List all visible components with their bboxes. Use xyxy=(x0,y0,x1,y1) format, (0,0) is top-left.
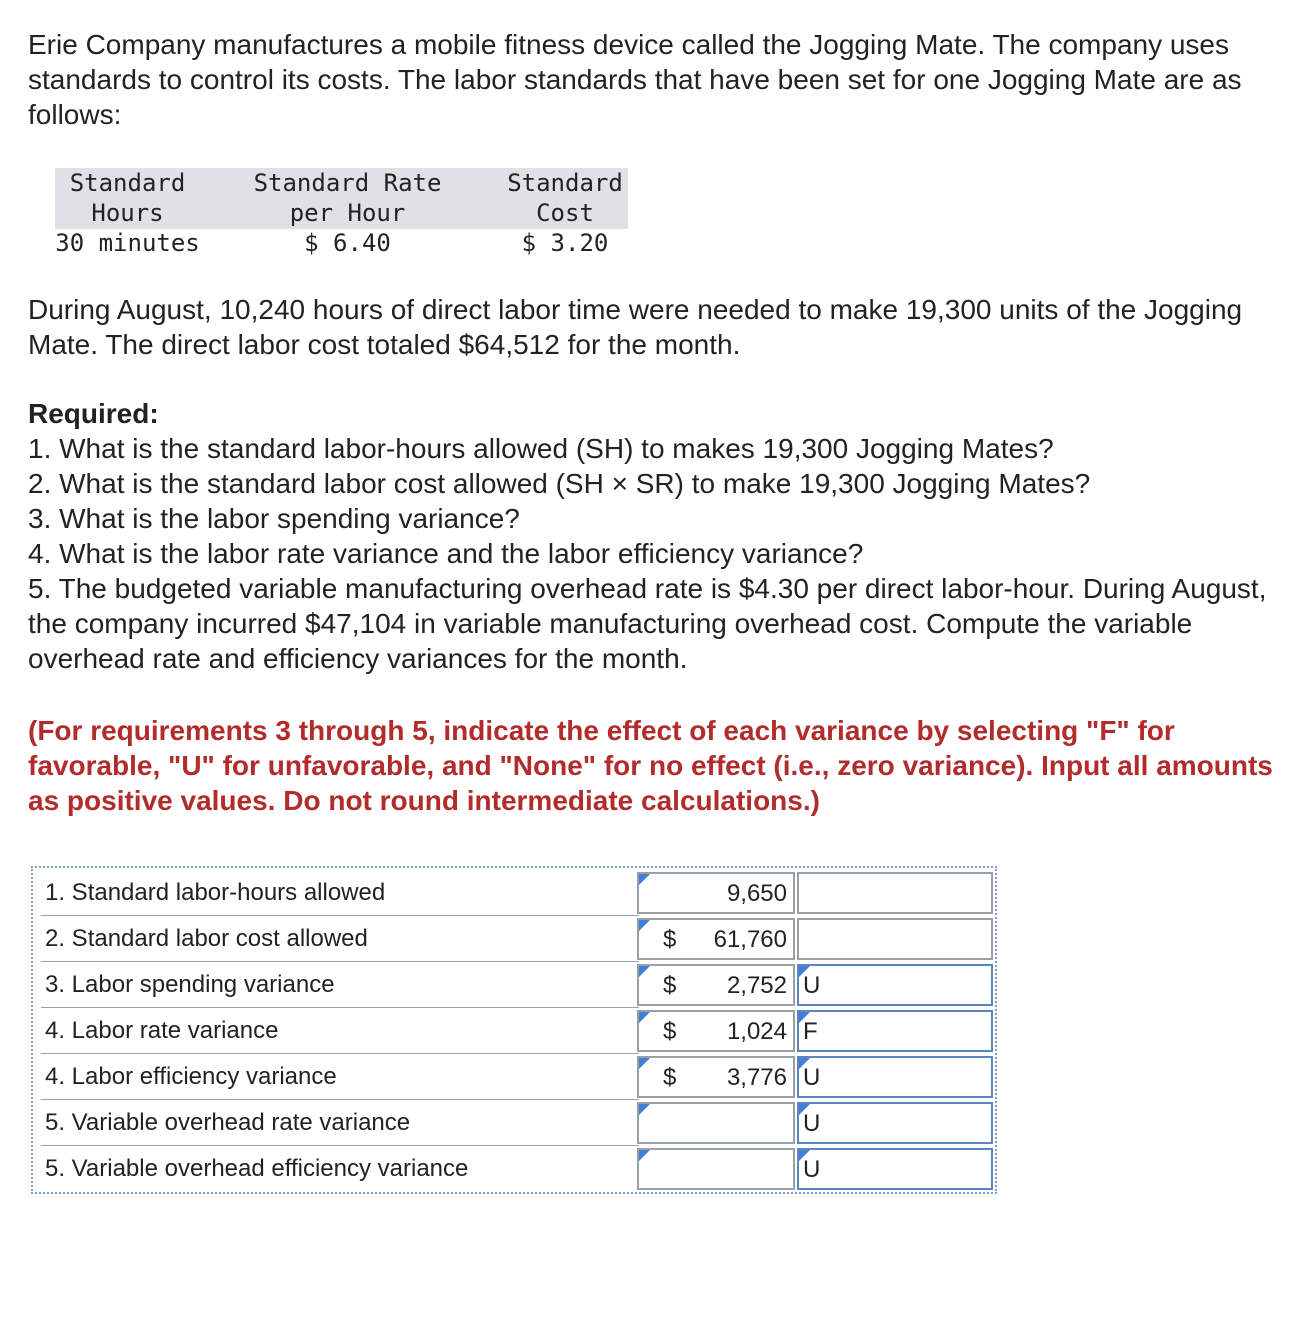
amount-value: 1,024 xyxy=(726,1018,787,1045)
amount-value: 61,760 xyxy=(713,926,787,953)
standard-cost-header-1: Standard xyxy=(507,169,623,197)
cell-marker-icon xyxy=(639,1058,650,1069)
answer-row xyxy=(33,1100,995,1146)
standard-hours-column xyxy=(40,168,215,258)
amount-input[interactable] xyxy=(637,1056,795,1098)
standard-rate-header-2: per Hour xyxy=(289,199,406,227)
standard-hours-value: 30 minutes xyxy=(55,229,200,257)
effect-select[interactable] xyxy=(797,1010,993,1052)
required-title: Required: xyxy=(28,398,159,429)
effect-value: F xyxy=(803,1018,818,1045)
answer-row xyxy=(33,870,995,916)
effect-select[interactable] xyxy=(797,918,993,960)
required-item-1: 1. What is the standard labor-hours allowed (SH) to makes 19,300 Jogging Mates? xyxy=(28,433,1054,464)
answer-label: 4. Labor efficiency variance xyxy=(41,1054,639,1100)
effect-value: U xyxy=(803,1110,821,1137)
standard-cost-column xyxy=(480,168,650,258)
dollar-sign: $ xyxy=(663,1018,677,1045)
dollar-sign: $ xyxy=(663,926,677,953)
effect-select[interactable] xyxy=(797,964,993,1006)
cell-marker-icon xyxy=(639,1104,650,1115)
cell-marker-icon xyxy=(639,1150,650,1161)
effect-select[interactable] xyxy=(797,1102,993,1144)
effect-value: U xyxy=(803,1156,821,1183)
standard-cost-header-2: Cost xyxy=(536,199,594,227)
effect-value: U xyxy=(803,972,821,999)
standard-rate-header-1: Standard Rate xyxy=(253,169,442,197)
answer-grid xyxy=(31,866,997,1194)
answer-row xyxy=(33,1054,995,1100)
cell-marker-icon xyxy=(639,874,650,885)
answer-label: 5. Variable overhead efficiency variance xyxy=(45,1155,469,1182)
required-item-5: 5. The budgeted variable manufacturing overhead rate is $4.30 per direct labor-hour. During August, the company incurred $47,104 in variable manufacturing overhead cost. Compute the variable overhead rate and efficiency variances for the month. xyxy=(28,573,1267,674)
standard-hours-header-1: Standard xyxy=(69,169,186,197)
answer-label: 3. Labor spending variance xyxy=(41,962,639,1008)
standard-rate-column xyxy=(230,168,465,258)
required-item-4: 4. What is the labor rate variance and the labor efficiency variance? xyxy=(28,538,864,569)
effect-value: U xyxy=(803,1064,821,1091)
answer-label: 4. Labor rate variance xyxy=(41,1008,639,1054)
answer-row xyxy=(33,1008,995,1054)
august-data-paragraph: During August, 10,240 hours of direct labor time were needed to make 19,300 units of the Jogging Mate. The direct labor cost totaled $64,512 for the month. xyxy=(28,294,1243,360)
cell-marker-icon xyxy=(639,1012,650,1023)
amount-input[interactable] xyxy=(637,1102,795,1144)
cell-marker-icon xyxy=(639,966,650,977)
answer-row xyxy=(33,962,995,1008)
amount-input[interactable] xyxy=(637,918,795,960)
answer-row xyxy=(33,916,995,962)
intro-paragraph: Erie Company manufactures a mobile fitness device called the Jogging Mate. The company uses standards to control its costs. The labor standards that have been set for one Jogging Mate are as follows: xyxy=(28,29,1242,130)
standard-rate-value: $ 6.40 xyxy=(304,229,391,257)
effect-select[interactable] xyxy=(797,1056,993,1098)
amount-input[interactable] xyxy=(637,872,795,914)
amount-value: 9,650 xyxy=(726,880,787,907)
amount-input[interactable] xyxy=(637,964,795,1006)
amount-input[interactable] xyxy=(637,1010,795,1052)
answer-label: 5. Variable overhead rate variance xyxy=(41,1100,639,1146)
instructions-note: (For requirements 3 through 5, indicate the effect of each variance by selecting "F" for favorable, "U" for unfavorable, and "None" for no effect (i.e., zero variance). Input all amounts as positive values. Do not round intermediate calculations.) xyxy=(28,715,1273,816)
dollar-sign: $ xyxy=(663,1064,677,1091)
answer-label: 1. Standard labor-hours allowed xyxy=(41,870,639,916)
amount-input[interactable] xyxy=(637,1148,795,1190)
dollar-sign: $ xyxy=(663,972,677,999)
required-section xyxy=(28,396,1278,676)
standard-cost-value: $ 3.20 xyxy=(521,229,609,257)
amount-value: 2,752 xyxy=(726,972,787,999)
standard-hours-header-2: Hours xyxy=(91,199,164,227)
required-item-2: 2. What is the standard labor cost allowed (SH × SR) to make 19,300 Jogging Mates? xyxy=(28,468,1091,499)
amount-value: 3,776 xyxy=(726,1064,787,1091)
effect-select[interactable] xyxy=(797,1148,993,1190)
answer-label: 2. Standard labor cost allowed xyxy=(41,916,639,962)
cell-marker-icon xyxy=(639,920,650,931)
effect-select[interactable] xyxy=(797,872,993,914)
required-item-3: 3. What is the labor spending variance? xyxy=(28,503,520,534)
answer-row xyxy=(33,1146,995,1192)
